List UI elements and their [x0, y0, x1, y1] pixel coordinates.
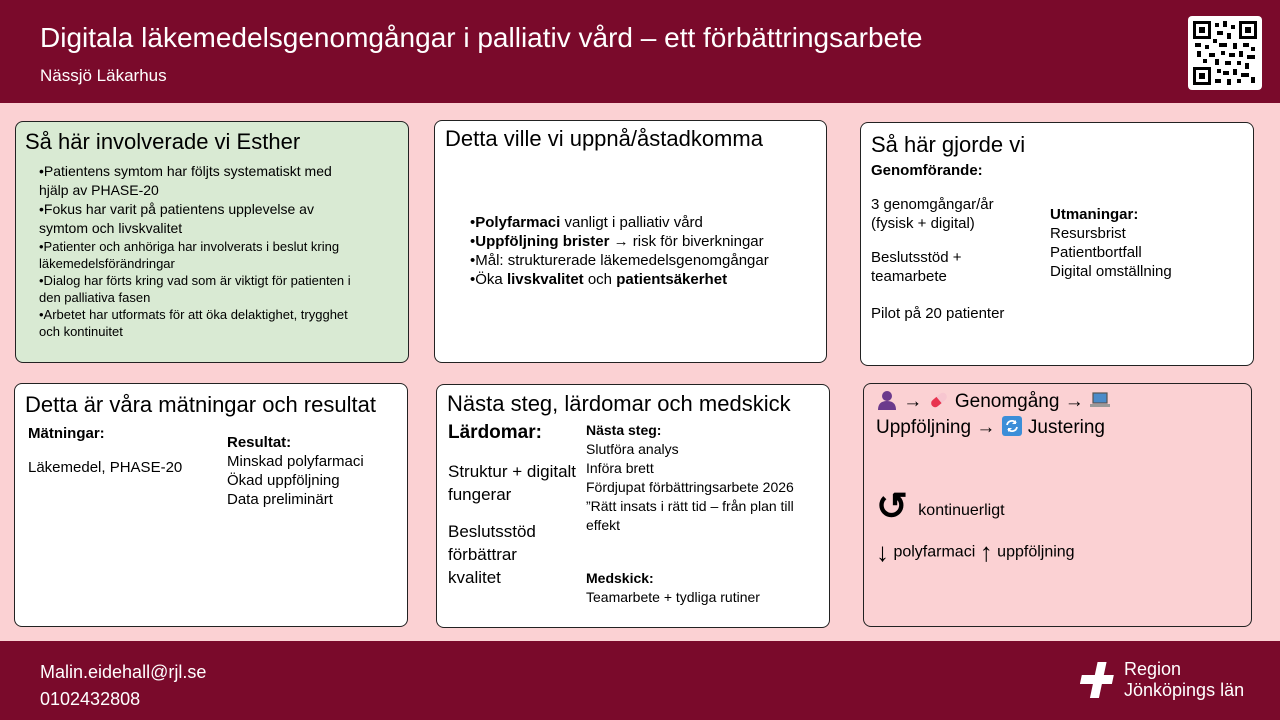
flow-line-1 [876, 390, 1111, 413]
header [0, 0, 1280, 103]
how-box [860, 122, 1254, 366]
next-title: Nästa steg, lärdomar och medskick [447, 391, 791, 416]
list-item: •Mål: strukturerade läkemedelsgenomgångar [470, 252, 769, 269]
list-item: •Fokus har varit på patientens upplevelse av symtom och livskvalitet [39, 201, 314, 236]
how-p1: 3 genomgångar/år (fysisk + digital) [871, 196, 994, 232]
next-steps-title: Nästa steg: [586, 422, 662, 438]
list-item: •Polyfarmaci vanligt i palliativ vård [470, 214, 703, 231]
lesson-2: Beslutsstöd förbättrar kvalitet [448, 522, 536, 587]
how-title: Så här gjorde vi [871, 132, 1026, 157]
list-item: Ökad uppföljning [227, 472, 340, 489]
challenges-title: Utmaningar: [1050, 206, 1139, 223]
list-item: •Dialog har förts kring vad som är viktigt för patienten i den palliativa fasen [39, 273, 351, 305]
list-item: Fördjupat förbättringsarbete 2026 [586, 479, 794, 495]
esther-title: Så här involverade vi Esther [25, 129, 301, 154]
goals-title: Detta ville vi uppnå/åstadkomma [445, 126, 763, 151]
list-item: Minskad polyfarmaci [227, 453, 364, 470]
logo-text: Region Jönköpings län [1124, 659, 1245, 700]
esther-list [39, 162, 364, 340]
send-off [586, 569, 760, 607]
list-item: Patientbortfall [1050, 244, 1142, 261]
list-item: •Patientens symtom har följts systematiskt med hjälp av PHASE-20 [39, 163, 332, 198]
up-arrow-icon: ↑ [979, 537, 993, 567]
refresh-icon [1001, 416, 1023, 436]
cycle-text: kontinuerligt [918, 501, 1005, 519]
footer [0, 641, 1280, 720]
qr-code[interactable] [1188, 16, 1262, 90]
flow-step-1: Genomgång → [954, 391, 1084, 412]
results [227, 433, 364, 509]
next-box [436, 384, 830, 628]
cycle-row [876, 484, 1005, 529]
region-cross-icon [1080, 660, 1120, 700]
list-item: •Arbetet har utformats för att öka delaktighet, trygghet och kontinuitet [39, 307, 348, 339]
measurements-title: Mätningar: [28, 425, 105, 442]
contact-email[interactable]: Malin.eidehall@rjl.se [40, 662, 207, 682]
follow-up-text: uppföljning [997, 543, 1075, 561]
flow-line-2 [876, 416, 1105, 439]
list-item: Digital omställning [1050, 263, 1172, 280]
send-off-title: Medskick: [586, 570, 654, 586]
laptop-icon [1089, 390, 1111, 410]
measures-box [14, 383, 408, 627]
region-logo [1080, 657, 1250, 703]
contact-phone: 0102432808 [40, 689, 141, 709]
page-subtitle: Nässjö Läkarhus [40, 66, 167, 85]
measurements-text: Läkemedel, PHASE-20 [28, 459, 183, 476]
person-icon [876, 390, 898, 410]
how-p2: Beslutsstöd + teamarbete [871, 249, 962, 285]
list-item: •Uppföljning brister → risk för biverkningar [470, 233, 764, 250]
cycle-icon: ↺ [876, 486, 908, 528]
measures-title: Detta är våra mätningar och resultat [25, 392, 376, 417]
arrow: → [903, 391, 923, 412]
list-item: Slutföra analys [586, 441, 679, 457]
next-steps [586, 421, 816, 535]
challenges [1050, 205, 1172, 281]
goals-list [470, 213, 820, 289]
list-item: ”Rätt insats i rätt tid – från plan till effekt [586, 498, 794, 533]
lessons-title: Lärdomar: [448, 422, 542, 443]
list-item: Data preliminärt [227, 491, 333, 508]
flow-box [863, 383, 1252, 627]
flow-step-2: Uppföljning → [876, 417, 996, 438]
pill-icon [928, 390, 950, 410]
results-title: Resultat: [227, 434, 292, 451]
esther-box [15, 121, 409, 363]
lesson-1: Struktur + digitalt fungerar [448, 462, 577, 504]
list-item: Införa brett [586, 460, 654, 476]
list-item: •Öka livskvalitet och patientsäkerhet [470, 271, 728, 288]
send-off-text: Teamarbete + tydliga rutiner [586, 589, 760, 605]
list-item: Resursbrist [1050, 225, 1126, 242]
polyfarmaci-text: polyfarmaci [893, 543, 976, 561]
how-p3: Pilot på 20 patienter [871, 305, 1005, 322]
how-subtitle: Genomförande: [871, 162, 983, 179]
flow-step-3: Justering [1027, 417, 1106, 438]
page-title: Digitala läkemedelsgenomgångar i palliativ vård – ett förbättringsarbete [40, 22, 923, 53]
list-item: •Patienter och anhöriga har involverats i beslut kring läkemedelsförändringar [39, 239, 340, 271]
down-arrow-icon: ↓ [876, 537, 889, 567]
trend-row [876, 537, 1075, 568]
goals-box [434, 120, 827, 363]
